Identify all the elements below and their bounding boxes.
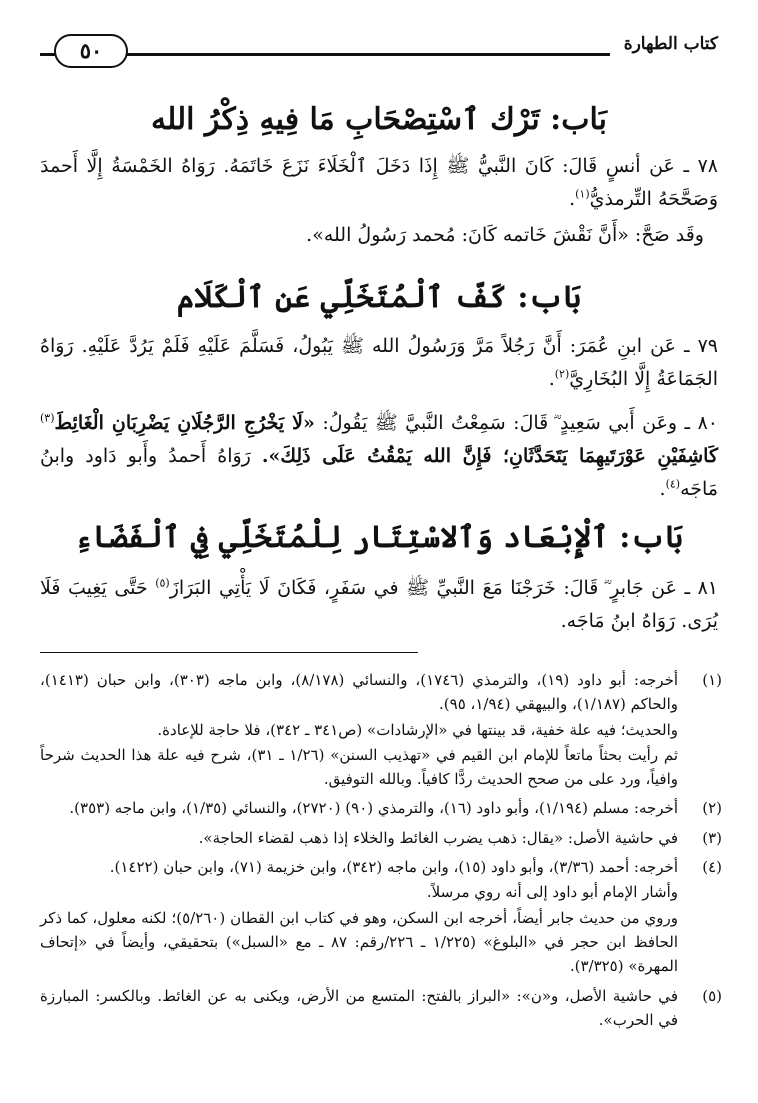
footnotes <box>40 668 722 1037</box>
footnote-text: وروي من حديث جابر أيضاً، أخرجه ابن السكن، وهو في كتاب ابن القطان (٥/٢٦٠)؛ لكنه معلول، كما ذكر الحافظ ابن حجر في «البلوغ» (١/٢٢٥ ـ ٢٢٦/رقم: ٨٧ ـ مع «السبل») بتحقيقي، وأيضاً في «إتحاف المهرة» (٣/٣٢٥). <box>40 908 679 976</box>
footnote-ref[interactable]: (٥) <box>155 576 170 590</box>
footnote-divider <box>40 652 418 653</box>
section-3 <box>40 520 718 556</box>
chapter-title: بَاب: ٱلْإِبْعَاد وَٱلاسْتِتَار لِلْمُتَخَلِّي فِي ٱلْفَضَاءِ <box>74 520 684 555</box>
hadith-quote: «لَا يَخْرُجِ الرَّجُلَانِ يَضْرِبَانِ الْغَائِطَ <box>54 412 315 435</box>
footnote-text: أخرجه: مسلم (١/١٩٤)، وأبو داود (١٦)، والترمذي (٩٠) (٢٧٢٠)، والنسائي (١/٣٥)، وابن ماجه (٣٥٣). <box>69 799 678 818</box>
footnote-body <box>40 984 678 1033</box>
hadith-78: ٧٨ ـ عَن أنسٍ قَالَ: كَانَ النَّبيُّ ﷺ إِذَا دَخَلَ ٱلْخَلَاءَ نَزَعَ خَاتَمَهُ. رَوَاهُ الخَمْسَةُ إِلَّا أَحمدَ وَصَحَّحَهُ التِّرمذيُّ$^{(١)}$. <box>40 155 718 210</box>
section-2-body <box>40 330 718 505</box>
hadith-81: ٨١ ـ عَن جَابرٍ ؓ قَالَ: خَرَجْنَا مَعَ النَّبيِّ ﷺ في سَفَرٍ، فَكَانَ لَا يَأْتِي البَرَازَ$^{(٥)}$ حَتَّى يَغِيبَ فَلَا يُرَى. رَوَاهُ ابنُ مَاجَه. <box>40 576 718 632</box>
footnote-number: (٥) <box>702 986 722 1005</box>
footnote-number: (٣) <box>702 828 722 847</box>
footnote-text: وأشار الإمام أبو داود إلى أنه روي مرسلاً. <box>426 883 678 902</box>
footnote-text: أخرجه: أحمد (٣/٣٦)، وأبو داود (١٥)، وابن ماجه (٣٤٢)، وابن خزيمة (٧١)، وابن حبان (١٤٢٢). <box>109 858 678 877</box>
footnote-text: في حاشية الأصل: «يقال: ذهب يضرب الغائط والخلاء إذا ذهب لقضاء الحاجة». <box>198 828 678 847</box>
footnote-text: أخرجه: أبو داود (١٩)، والترمذي (١٧٤٦)، والنسائي (٨/١٧٨)، وابن ماجه (٣٠٣)، وابن حبان (١٤١٣)، والحاكم (١/١٨٧)، والبيهقي (١/٩٤، ٩٥). <box>40 671 679 714</box>
hadith-text: ٨١ ـ عَن جَابرٍ ؓ قَالَ: خَرَجْنَا مَعَ النَّبيِّ ﷺ في سَفَرٍ، فَكَانَ لَا يَأْتِي البَرَازَ <box>169 577 718 599</box>
hadith-note <box>40 219 718 252</box>
hadith-text: ٧٩ ـ عَن ابنِ عُمَرَ: أَنَّ رَجُلاً مَرَّ وَرَسُولُ الله ﷺ يَبُولُ، فَسَلَّمَ عَلَيْهِ فَلَمْ يَرُدَّ عَلَيْهِ. رَوَاهُ الجَمَاعَةُ إِلَّا البُخَارِيَّ <box>40 335 718 390</box>
footnote-body <box>40 826 678 850</box>
footnote-text: ثم رأيت بحثاً ماتعاً للإمام ابن القيم في «تهذيب السنن» (١/٢٦ ـ ٣١)، شرح فيه علة هذا الحديث شرحاً وافياً، ورد على من صحح الحديث ردًّا كافياً. وبالله التوفيق. <box>40 745 679 789</box>
hadith-text: ٨٠ ـ وعَن أَبي سَعِيدٍ ؓ قَالَ: سَمِعْتُ النَّبيَّ ﷺ يَقُولُ: <box>314 412 718 435</box>
footnote-ref[interactable]: (١) <box>575 187 590 201</box>
section-1-body <box>40 150 718 252</box>
footnote-body <box>40 668 678 791</box>
footnote-ref[interactable]: (٣) <box>40 412 55 426</box>
hadith-text: وقَد صَحَّ: «أَنَّ نَقْشَ خَاتمه كَانَ: مُحمد رَسُولُ الله». <box>306 224 704 247</box>
book-title: كتاب الطهارة <box>623 34 718 54</box>
running-header <box>40 28 718 68</box>
footnote-text: والحديث؛ فيه علة خفية، قد بينتها في «الإرشادات» (ص٣٤١ ـ ٣٤٢)، فلا حاجة للإعادة. <box>157 720 678 739</box>
hadith-quote-cont: كَاشِفَيْنِ عَوْرَتَيهِمَا يَتَحَدَّثَانِ؛ فَإِنَّ الله يَمْقُتُ عَلَى ذَلِكَ». <box>261 445 718 468</box>
footnote-number: (٢) <box>702 799 722 818</box>
hadith-80: ٨٠ ـ وعَن أَبي سَعِيدٍ ؓ قَالَ: سَمِعْتُ النَّبيَّ ﷺ يَقُولُ: «لَا يَخْرُجِ الرَّجُلَانِ يَضْرِبَانِ الْغَائِطَ$^{(٣)}$ كَاشِفَيْنِ عَوْرَتَيهِمَا يَتَحَدَّثَانِ؛ فَإِنَّ الله يَمْقُتُ عَلَى ذَلِكَ». رَوَاهُ أَحمدُ وأَبو دَاود وابنُ مَاجَه$^{(٤)}$. <box>40 412 718 500</box>
section-2 <box>40 280 718 316</box>
section-1 <box>40 102 718 138</box>
footnote-body <box>40 796 678 820</box>
hadith-79: ٧٩ ـ عَن ابنِ عُمَرَ: أَنَّ رَجُلاً مَرَّ وَرَسُولُ الله ﷺ يَبُولُ، فَسَلَّمَ عَلَيْهِ فَلَمْ يَرُدَّ عَلَيْهِ. رَوَاهُ الجَمَاعَةُ إِلَّا البُخَارِيَّ$^{(٢)}$. <box>40 335 718 390</box>
footnote-1 <box>40 668 722 791</box>
footnote-number: (١) <box>702 671 722 689</box>
page-number: ٥٠ <box>54 34 128 68</box>
hadith-text: ٧٨ ـ عَن أنسٍ قَالَ: كَانَ النَّبيُّ ﷺ إِذَا دَخَلَ ٱلْخَلَاءَ نَزَعَ خَاتَمَهُ. رَوَاهُ الخَمْسَةُ إِلَّا أَحمدَ وَصَحَّحَهُ التِّرمذيُّ <box>40 155 718 210</box>
footnote-number: (٤) <box>702 858 722 877</box>
footnote-4 <box>40 855 722 978</box>
footnote-5 <box>40 984 722 1033</box>
chapter-title: بَاب: تَرْك ٱسْتِصْحَابِ مَا فِيهِ ذِكْرُ الله <box>150 102 607 137</box>
footnote-body <box>40 855 678 978</box>
chapter-title: بَاب: كَفّ ٱلْمُتَخَلِّي عَنِ ٱلْكَلَام <box>176 280 582 315</box>
footnote-text: في حاشية الأصل، و«ن»: «البراز بالفتح: المتسع من الأرض، ويكنى به عن الغائط. وبالكسر: المبارزة في الحرب». <box>40 986 678 1029</box>
footnote-ref[interactable]: (٢) <box>554 367 570 381</box>
footnote-2 <box>40 796 722 820</box>
section-3-body <box>40 572 718 637</box>
footnote-3 <box>40 826 722 850</box>
footnote-ref[interactable]: (٤) <box>665 477 681 491</box>
